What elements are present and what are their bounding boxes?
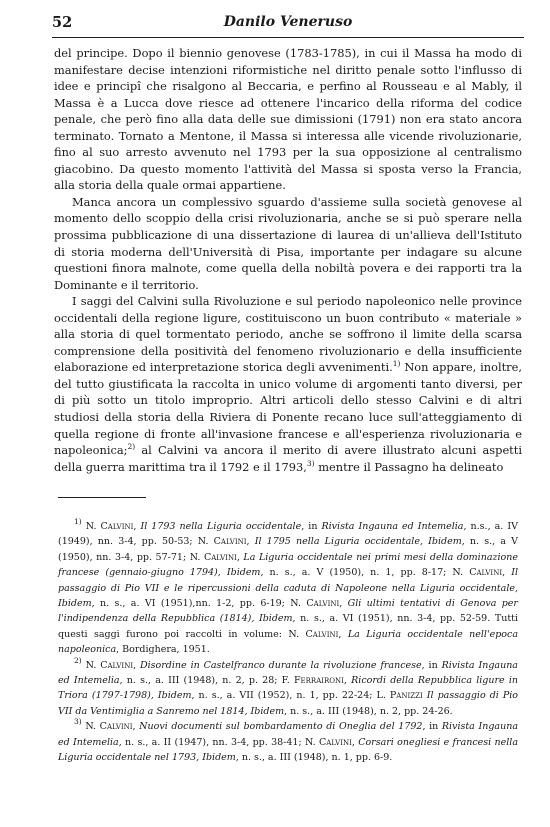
paragraph-3-part-a: I saggi del Calvini sulla Rivoluzione e sul periodo napoleonico nelle province occidentali della regione ligure, costituiscono un buon contributo « materiale » alla storia di quel tormentato periodo, anche se soffrono il limite della scarsa comprensione della positività del fenomeno rivoluzionario e della insufficiente elaborazione ed interpretazione storica degli avvenimenti. (54, 294, 522, 375)
fn2-segment: Disordine in Castelfranco durante la rivoluzione francese (140, 659, 422, 671)
fn3-segment: , (351, 736, 359, 748)
footnote-1-text (58, 521, 518, 655)
fn1-segment: , n. s., a. V (1950), n. 1, pp. 8-17; (260, 567, 453, 579)
fn1-segment: N. Calvini (288, 628, 339, 640)
fn1-segment: Gli ultimi tentativi di Genova per l'indipendenza della Repubblica (1814), Ibidem (58, 598, 518, 625)
fn1-segment: N. Calvini (290, 598, 340, 610)
paragraph-1: del principe. Dopo il biennio genovese (1783-1785), in cui il Massa ha modo di manifestare decise intenzioni riformistiche nel diritto penale sotto l'influsso di idee e principî che risalgono al Beccaria, e perfino al Rousseau e al Mably, il Massa è a Lucca dove riesce ad ottenere l'incarico della riforma del codice penale, che però fino alla data delle sue dimissioni (1791) non era stato ancora terminato. Tornato a Mentone, il Massa si interessa alle vicende rivoluzionarie, fino al suo arresto avvenuto nel 1793 per la sua opposizione al centralismo giacobino. Da questo momento l'attività del Massa si sposta verso la Francia, alla storia della quale ormai appartiene. (54, 46, 522, 193)
fn3-segment: Corsari onegliesi e francesi nella Liguria occidentale nel 1793, Ibidem (58, 736, 519, 764)
fn3-segment: , n. s., a. III (1948), n. 1, pp. 6-9. (235, 752, 393, 764)
footnotes (58, 519, 518, 766)
footnote-mark-1: 1) (74, 517, 82, 526)
fn1-segment: , (502, 567, 512, 579)
fn1-segment: N. Calvini (197, 536, 247, 548)
fn3-segment: Nuovi documenti sul bombardamento di Oneglia del 1792 (139, 721, 423, 733)
fn1-segment: La Liguria occidentale nei primi mesi della dominazione francese (gennaio-giugno 1794), Ibidem (58, 551, 518, 579)
fn3-segment: , n. s., a. II (1947), nn. 3-4, pp. 38-41; (118, 736, 305, 748)
fn3-segment: N. Calvini (85, 721, 133, 733)
fn1-segment: Il 1793 nella Liguria occidentale (140, 521, 302, 532)
fn1-segment: , (133, 521, 141, 532)
fn3-segment: N. Calvini (304, 736, 352, 748)
footnote-3 (58, 719, 518, 765)
footnote-1 (58, 519, 518, 658)
fn2-segment: , (343, 675, 352, 687)
page-header (52, 14, 524, 36)
fn1-segment: , n. s., a. VI (1951),nn. 1-2, pp. 6-19; (91, 598, 291, 610)
fn3-segment: Rivista Ingauna ed Intemelia (58, 721, 518, 748)
fn1-segment: , (339, 598, 348, 610)
header-rule (52, 37, 524, 38)
footnote-2 (58, 655, 519, 720)
running-title: Danilo Veneruso (223, 14, 353, 30)
footnote-mark-2: 2) (74, 655, 82, 665)
footnote-ref-1: 1) (392, 359, 401, 369)
fn2-segment: , (133, 659, 141, 671)
fn2-segment: , n. s., a. III (1948), n. 2, pp. 24-26. (284, 705, 453, 717)
fn1-segment: , (338, 628, 348, 640)
fn1-segment: , n.s., a. IV (1949), nn. 3-4, pp. 50-53; (58, 521, 518, 548)
fn2-segment: F. Ferraironi (281, 675, 344, 687)
paragraph-2: Manca ancora un complessivo sguardo d'assieme sulla società genovese al momento dello scoppio della crisi rivoluzionaria, anche se si può sperare nella prossima pubblicazione di una dissertazione di laurea di un'allieva dell'Istituto di storia moderna dell'Università di Pisa, importante per indagare su alcune questioni finora malnote, come quella della nobiltà povera e dei rapporti tra la Dominante e il territorio. (54, 194, 522, 292)
fn1-segment: Il 1795 nella Liguria occidentale, Ibidem (254, 536, 462, 548)
fn1-segment: N. Calvini (189, 551, 237, 563)
fn3-segment: , (132, 721, 140, 733)
fn2-segment: L. Panizzi (376, 690, 423, 702)
fn1-segment: , (236, 551, 244, 563)
fn2-segment: N. Calvini (85, 659, 134, 671)
footnote-ref-2: 2) (127, 442, 136, 452)
paragraph-3-part-d: mentre il Passagno ha delineato (314, 459, 504, 474)
page-number: 52 (52, 14, 73, 31)
paragraph-3-part-b: Non appare, inoltre, del tutto giustificata la raccolta in unico volume di argomenti tanto diversi, per di più sotto un titolo improprio. Altri articoli dello stesso Calvini e di altri studiosi della storia della Riviera di Ponente recano luce sull'atteggiamento di quella regione di fronte all'invasione francese e all'esperienza rivoluzionaria e napoleonica; (54, 360, 522, 458)
fn3-segment: , in (422, 721, 442, 733)
fn2-segment: Rivista Ingauna ed Intemelia (58, 659, 518, 687)
paragraph-3-part-c: al Calvini va ancora il merito di avere illustrato alcuni aspetti della guerra marittima tra il 1792 e il 1793, (54, 443, 522, 474)
fn2-segment: , n. s., a. VII (1952), n. 1, pp. 22-24; (191, 690, 377, 702)
fn1-segment: , (246, 536, 255, 548)
fn2-segment: Ricordi della Repubblica ligure in Triora (1797-1798), Ibidem (58, 675, 519, 702)
footnote-mark-3: 3) (74, 717, 82, 727)
footnote-3-text (58, 721, 518, 763)
fn1-segment: , Bordighera, 1951. (116, 644, 210, 656)
fn1-segment: N. Calvini (452, 567, 503, 579)
footnote-2-text (58, 660, 518, 717)
fn1-segment: La Liguria occidentale nell'epoca napoleonica (58, 628, 518, 656)
footnote-rule (58, 497, 146, 498)
fn1-segment: , in (301, 521, 322, 532)
paragraph-3 (54, 293, 522, 475)
fn1-segment: , n. s., a. VI (1951), nn. 3-4, pp. 52-59. Tutti questi saggi furono poi raccolti in volume: (58, 613, 518, 640)
fn1-segment: Rivista Ingauna ed Intemelia (321, 521, 464, 532)
fn1-segment: N. Calvini (85, 521, 134, 532)
fn2-segment: , in (421, 659, 442, 671)
fn1-segment: , n. s., a V (1950), nn. 3-4, pp. 57-71; (58, 536, 518, 563)
fn2-segment: , n. s., a. III (1948), n. 2, p. 28; (119, 675, 282, 687)
fn2-segment: Il passaggio di Pio VII da Ventimiglia a Sanremo nel 1814, Ibidem (58, 690, 519, 717)
footnote-ref-3: 3) (306, 458, 315, 468)
fn1-segment: Il passaggio di Pio VII e le ripercussioni della caduta di Napoleone nella Liguria occidentale, Ibidem (58, 567, 518, 610)
body-text (54, 45, 522, 475)
